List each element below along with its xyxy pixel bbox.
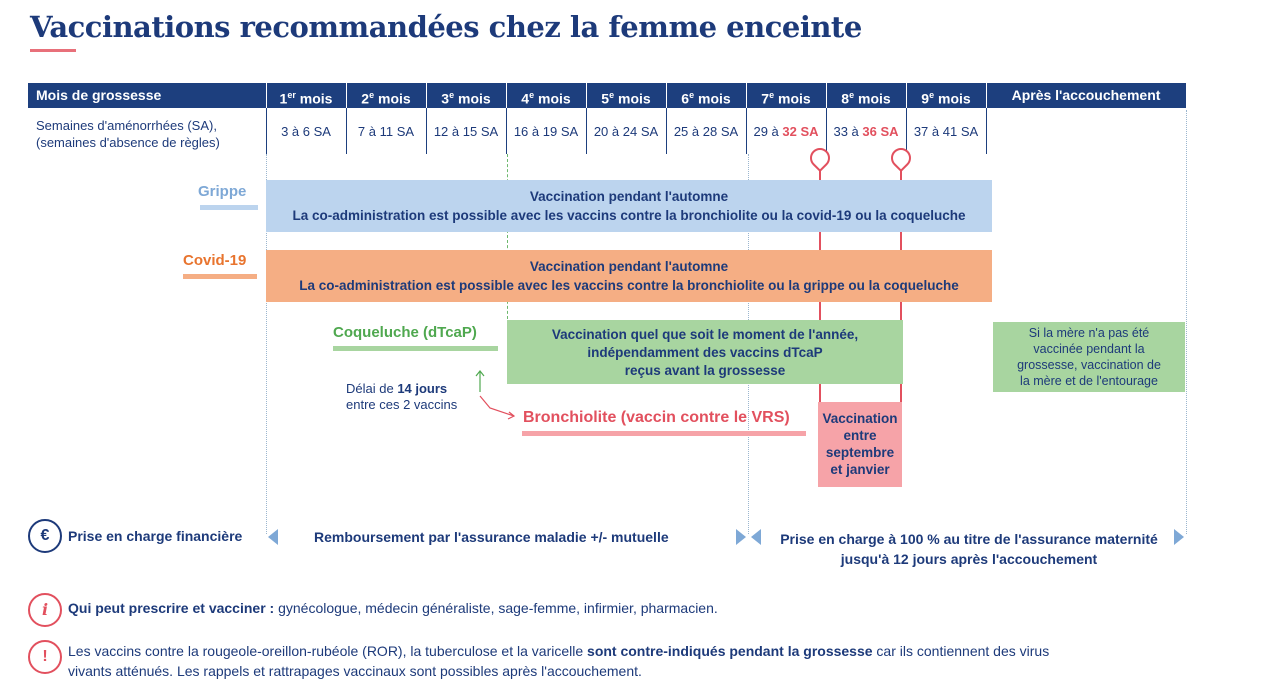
grippe-label: Grippe: [198, 183, 247, 200]
header-month-8: 8e mois: [841, 90, 891, 107]
header-month-1: 1er mois: [279, 90, 333, 107]
sa-row-label: [36, 117, 220, 151]
months-header: [28, 83, 1186, 108]
header-month-3: 3e mois: [441, 90, 491, 107]
coqueluche-underline: [333, 346, 498, 351]
header-month-5: 5e mois: [601, 90, 651, 107]
financement-left-text: Remboursement par l'assurance maladie +/- mutuelle: [314, 529, 669, 545]
financement-right-line: Prise en charge à 100 % au titre de l'assurance maternité: [780, 531, 1158, 547]
prescription-text: Qui peut prescrire et vacciner : gynécologue, médecin généraliste, sage-femme, infirmier, pharmacien.: [68, 600, 718, 616]
covid-label: Covid-19: [183, 252, 247, 269]
sa-cell-month-6: 25 à 28 SA: [673, 124, 739, 139]
coqueluche-line: indépendamment des vaccins dTcaP: [587, 345, 823, 360]
week-32-pin-icon: [806, 144, 834, 172]
financement-label: Prise en charge financière: [68, 528, 243, 544]
sa-cell-month-8: 33 à 36 SA: [833, 124, 899, 139]
header-month-4: 4e mois: [521, 90, 571, 107]
financement-right-text: [760, 529, 1178, 569]
sa-cell-month-4: 16 à 19 SA: [513, 124, 579, 139]
coqueluche-after-line: grossesse, vaccination de: [1017, 358, 1161, 372]
header-month-2: 2e mois: [361, 90, 411, 107]
sa-label-line: Semaines d'aménorrhées (SA),: [36, 118, 217, 133]
page-title: Vaccinations recommandées chez la femme enceinte: [30, 10, 862, 44]
coqueluche-line: reçus avant la grossesse: [624, 363, 786, 378]
bronchiolite-line: septembre: [825, 445, 895, 460]
coqueluche-after-birth-band: [993, 322, 1185, 392]
covid-line: La co-administration est possible avec les vaccins contre la bronchiolite ou la grippe ou la coqueluche: [299, 278, 959, 293]
title-underline: [30, 49, 76, 52]
coqueluche-band: [507, 320, 903, 384]
sa-cell-month-1: 3 à 6 SA: [281, 124, 331, 139]
delay-arrows: [470, 368, 520, 424]
warning-text: Les vaccins contre la rougeole-oreillon-rubéole (ROR), la tuberculose et la varicelle sont contre-indiqués pendant la grossesse car ils contiennent des virus vivants atténués. Les rappels et rattrapages vaccinaux sont possibles après l'accouchement.: [68, 643, 1050, 679]
header-month-7: 7e mois: [761, 90, 811, 107]
bronchiolite-label: Bronchiolite (vaccin contre le VRS): [523, 409, 790, 426]
coqueluche-after-line: Si la mère n'a pas été: [1028, 326, 1150, 340]
euro-icon: €: [28, 519, 62, 553]
covid-line: Vaccination pendant l'automne: [529, 259, 729, 274]
covid-underline: [183, 274, 257, 279]
sa-label-line: (semaines d'absence de règles): [36, 135, 220, 150]
warning-icon: !: [28, 640, 62, 674]
coqueluche-line: Vaccination quel que soit le moment de l'année,: [551, 327, 859, 342]
bronchiolite-line: entre: [843, 428, 877, 443]
delay-note: Délai de 14 jours entre ces 2 vaccins: [346, 381, 458, 412]
grippe-underline: [200, 205, 258, 210]
sa-cell-month-2: 7 à 11 SA: [357, 124, 415, 139]
bronchiolite-band: [818, 402, 902, 487]
range-arrow-right-icon: [736, 529, 746, 545]
sa-cell-month-3: 12 à 15 SA: [433, 124, 499, 139]
range-arrow-left-icon: [268, 529, 278, 545]
sa-tick: [986, 108, 987, 154]
sa-cell-month-5: 20 à 24 SA: [593, 124, 659, 139]
header-month-6: 6e mois: [681, 90, 731, 107]
week-36-pin-icon: [887, 144, 915, 172]
header-row-label: Mois de grossesse: [36, 87, 162, 103]
header-month-9: 9e mois: [921, 90, 971, 107]
arrow-down-line: [480, 396, 514, 416]
sa-cell-month-9: 37 à 41 SA: [913, 124, 979, 139]
grippe-line: La co-administration est possible avec les vaccins contre la bronchiolite ou la covid-19 ou la coqueluche: [292, 208, 966, 223]
coqueluche-after-line: vaccinée pendant la: [1033, 342, 1145, 356]
coqueluche-label: Coqueluche (dTcaP): [333, 324, 477, 341]
guide-line-end: [1186, 110, 1187, 534]
bronchiolite-line: Vaccination: [822, 411, 898, 426]
range-arrow-right-icon: [1174, 529, 1184, 545]
coqueluche-after-line: la mère et de l'entourage: [1020, 374, 1158, 388]
bronchiolite-underline: [522, 431, 806, 436]
header-after-birth: Après l'accouchement: [1011, 87, 1161, 103]
bronchiolite-line: et janvier: [830, 462, 890, 477]
sa-cell-month-7: 29 à 32 SA: [753, 124, 819, 139]
covid-band: [266, 250, 992, 302]
grippe-band: [266, 180, 992, 232]
grippe-line: Vaccination pendant l'automne: [529, 189, 729, 204]
financement-right-line: jusqu'à 12 jours après l'accouchement: [840, 551, 1098, 567]
info-icon: i: [28, 593, 62, 627]
